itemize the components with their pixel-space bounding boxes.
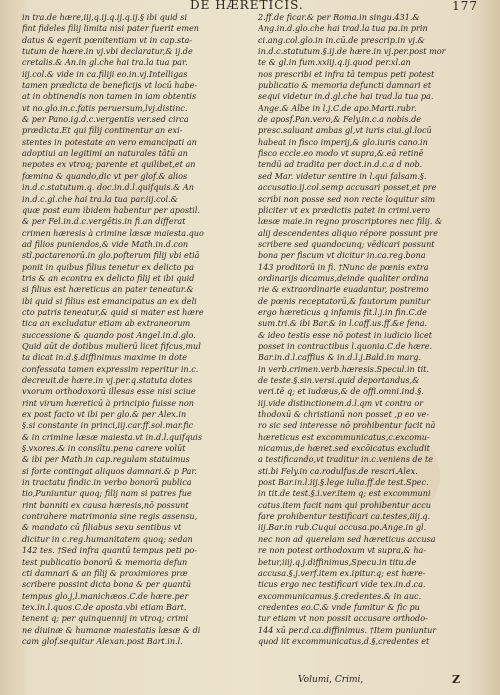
text-line: fisco eccle.eo modo vt supra,&.eā retinē (258, 148, 424, 159)
text-line: & per Fel.in.d.c.vergētis.in fi.an differat (22, 216, 186, 227)
text-line: sequi videtur in.d.gl.che hai trad.la tua pa. (258, 91, 434, 102)
text-line: cti damnari & an filij & proximiores præ (22, 567, 188, 578)
text-line: post Bar.in.l.iij.§.lege iulia.ff.de test.Spec. (258, 477, 429, 488)
left-column (22, 12, 248, 673)
text-line: tur etiam vt non possit accusare orthodo- (258, 613, 428, 624)
text-line: rie & extraordinarie euadantur, postremo (258, 284, 429, 295)
text-line: in tit.de test.§.i.ver.item q; est excommuni (258, 488, 431, 499)
text-line: habeat in fisco imperij,& glo.iuris cano.in (258, 136, 428, 147)
text-line: & in crimine læsæ maiesta.vt in.d.l.quifquis (22, 431, 202, 442)
text-line: re non potest orthodoxum vt supra,& ha- (258, 545, 427, 556)
text-line: catus.item facit nam qui prohibentur accu (258, 499, 431, 510)
text-line: stl.pactarenorū.in glo.pofterum filij vbi etiā (22, 250, 200, 261)
text-line: sed Mar. videtur sentire in l.qui falsam.§. (258, 170, 427, 181)
text-line: cam glof.sequitur Alexan.post Bart.in.l. (22, 635, 183, 646)
text-line: nec non ad querelam sed hæreticus accusa (258, 533, 436, 544)
text-line: si filius est hæreticus an pater teneatur.& (22, 284, 194, 295)
text-line: in tractatu findic.in verbo bonorū publica (22, 477, 192, 488)
text-line: §.si constante in princi,iij.car.ff.sol.mar.fic (22, 420, 194, 431)
text-line: iij.vide distinctionem.d.l.qm vt contra or (258, 397, 424, 408)
text-line: in tra.de hære,iij,q.ij.q.ij.q.ij.§ ibi quid si (22, 12, 188, 22)
text-line: Ang.in.d.glo.che hai trad.la tua pa.in prin (258, 23, 428, 34)
text-line: tendū ad tradita per doct.in.d.c.a d nob. (258, 159, 423, 170)
text-line: credentes eo.C.& vnde fumitur & fic pu (258, 601, 420, 612)
text-line: posset in contractibus l.quonia.C.de hære. (258, 340, 433, 351)
text-line: nos prescribi et infra tā tempus peti potest (258, 68, 435, 79)
text-line: in.d.c.statutum.q. doc.in.d.l.quifquis.& An (22, 182, 194, 193)
text-line: thodoxū & christianū non posset ,p eo ve- (258, 409, 430, 420)
text-line: ex post facto vt ibi per glo.& per Alex.in (22, 409, 187, 420)
text-line: adoptiui an legitimi an naturales tātū an (22, 148, 188, 159)
text-line: §.vxores.& in consiltu.pena carere volūt (22, 443, 186, 454)
text-line: & ibi per Math.in cap.regulam statuimus (22, 454, 190, 465)
text-line: ta dicat in.d.§.diffinimus maxime in dote (22, 352, 188, 363)
text-line: de aposf.Pan.vero,& Fely.in.c.a nobis.de (258, 114, 422, 125)
text-line: ticus ergo nec testificari vide tex.in.d.ca. (258, 579, 426, 590)
text-line: de pœnis receptatorū,& fautorum punitur (258, 295, 431, 306)
text-line: & ideo testis esse nō potest in iudicio licet (258, 329, 433, 340)
text-line: publicatio & memoria defuncti damnari et (258, 80, 432, 91)
text-line: Ange.& Albe in l.j.C.de apo.Marti.rubr. (258, 102, 417, 113)
text-line: tenent q; per quinquennij in vtroq; crimi (22, 613, 189, 624)
text-line: nepotes ex vtroq; parente et quilibet,et an (22, 159, 196, 170)
text-line: alij descendentes aliquo répore possunt pre (258, 227, 438, 238)
text-line: 144 xū per.d.ca.diffinimus. †Item puniuntur (258, 624, 437, 635)
text-line: in.d.c.gl.che hai tra.la tua par.iij.col.& (22, 193, 178, 204)
text-line: te & gl.in fum.xxiij.q.ij.quod per.xl.an (258, 57, 411, 68)
catchword: Volumi, Crimi, (298, 675, 364, 685)
text-line: Bar.in.d.l.caffius & in.d.l.j.Bald.in marg. (258, 352, 421, 363)
text-line: ibi quid si filius est emancipatus an ex deli (22, 295, 197, 306)
text-line: fare prohibentur testificari ca.testes,iiij.q. (258, 511, 431, 522)
text-line: successione & quando post Angel.in.d.glo. (22, 329, 196, 340)
text-line: stentes in potestate an vero emancipati an (22, 136, 197, 147)
text-line: rint virum hæreticū à principio fuisse non (22, 397, 194, 408)
text-line: excommunicamus.§.credentes.& in auc. (258, 590, 422, 601)
text-line: iij.Bar.in rub.Cuqui accusa.po.Ange.in gl. (258, 522, 427, 533)
text-line: hæreticus est excommunicatus,c.excomu- (258, 431, 430, 442)
text-line: nicamus,de hæret.sed excōicatus excludit (258, 443, 430, 454)
text-line: scribere sed quandocunq; vēdicari possunt (258, 238, 435, 249)
text-line: scribere possint dicta bona & per quantū (22, 579, 192, 590)
text-line: accusa.§.j.verf.item ex.ipitur.q; est hære- (258, 567, 426, 578)
text-line: ro sic sed interesse nō prohibentur facit nā (258, 420, 436, 431)
text-line: fœmina & quando,dic vt per glof.& alios (22, 170, 188, 181)
text-line: prædicta.Et qui filij continentur an exi- (22, 125, 183, 136)
text-line: decreuit.de hære.in vj.per.q.statuta dotes (22, 375, 193, 385)
text-line: accusatio.ij.col.semp accusari posset,et pre (258, 182, 437, 193)
text-line: ponit in quibus filius tenetur ex delicto pa (22, 261, 194, 272)
text-line: ergo hæreticus q infamis fit.l.j.in fin.C.de (258, 306, 427, 317)
text-line: ci.ang.col.glo.in in.cū.de prescrip.in vj.& (258, 34, 425, 45)
signature-mark: Z (452, 673, 461, 686)
text-line: betur,iiij.q.j.diffinimus,Specu.in titu.de (258, 556, 417, 567)
text-line: cto patris teneatur,& quid si mater est hære (22, 306, 204, 317)
text-line: & mandato cū filiabus sexu sentibus vt (22, 522, 182, 533)
text-line: 143 proditorū in fi. †Nunc de pœnis extra (258, 261, 429, 272)
text-line: tutum de hære.in vj.vbi declaratur,& ij.de (22, 46, 193, 57)
text-line: iij.col.& vide in ca.filiji eo.in.vj.Intelligas (22, 68, 188, 79)
text-line: quæ post eum ibidem habentur per apostil. (22, 204, 201, 215)
text-line: fint fideles filij limita nisi pater fuerit emen (22, 23, 200, 34)
text-line: scribi non posse sed non recte loquitur sim (258, 193, 436, 204)
text-line: de teste.§.sin.versi.quid deportandus,& (258, 375, 420, 385)
text-line: a testificando,vt traditur in.c.veniens de te (258, 454, 434, 465)
text-line: confessata tamen expressim reperitur in.c. (22, 363, 199, 374)
text-line: tempus glo.j,l.manichæos.C.de hære.per (22, 590, 189, 601)
text-line: læsæ maie.in regno proscriptores nec filij. & (258, 216, 443, 227)
text-line: vxorum orthodoxorū illesas esse nisi sciue (22, 386, 196, 397)
text-line: presc.saluant ambas gl,vt iuris ciui.gl.locū (258, 125, 432, 136)
text-columns (22, 12, 484, 673)
text-line: at in obtinendis non tamen in iam obtentis (22, 91, 197, 102)
text-line: & per Pano.ig.d.c.vergentis ver.sed circa (22, 114, 189, 125)
page-number: 177 (452, 0, 478, 13)
text-line: 2.ff.de ficar.& per Roma.in singu.431.& (258, 12, 420, 22)
text-line: si forte contingat aliquos damnari.& p Par. (22, 465, 197, 476)
text-line: tio,Puniuntur quoq; filij nam si patres fue (22, 488, 192, 499)
text-line: quod iit excommunicatus,d.§,credentes et (258, 635, 430, 646)
text-line: test publicatio bonorū & memoria defun (22, 556, 188, 567)
text-line: tex.in.l.quos.C.de aposta.vbi etiam Bart. (22, 601, 187, 612)
text-line: ordinarijs dicamus,deinde qualiter ordina (258, 272, 429, 283)
text-line: pliciter vt ex prædictis patet in crimi.vero (258, 204, 430, 215)
text-line: sti.bi Fely.in ca.rodulfus.de rescri.Alex. (258, 465, 418, 476)
page-footer (0, 675, 500, 687)
text-line: ad filios puniendos,& vide Math.in.d.con (22, 238, 189, 249)
text-line: rint banniti ex causa hæresis,nō possunt (22, 499, 189, 510)
running-title: DE HÆRETICIS. (190, 0, 304, 12)
text-line: in.d.c.statutum.§.ij.de hære.in vj.per.post mor (258, 46, 446, 57)
text-line: veri.tē q; et iudæus,& de offi.omni.ind.§. (258, 386, 424, 397)
right-column (258, 12, 484, 673)
text-line: tica an excludatur etiam ab extraneorum (22, 318, 191, 329)
text-line: contrahere matrimonia sine regis assensu, (22, 511, 198, 522)
text-line: in verb.crimen.verb.hæresis.Specul.in tit. (258, 363, 429, 374)
text-line: datus & egerit pœnitentiam vt in cap.sta- (22, 34, 193, 45)
text-line: tamen prædicta de beneficijs vt locū habe- (22, 80, 198, 91)
text-line: vt no.glo.in.c.fatis peruersum,lvj.distinc. (22, 102, 188, 113)
text-line: bona per fiscum vt dicitur in.ca.reg.bona (258, 250, 426, 261)
text-line: 142 tes. †Sed infra quantū tempus peti po- (22, 545, 198, 556)
text-line: sum.tri.& ibi Bar.& in l.caff.us.ff.&e fena. (258, 318, 428, 329)
text-line: crimen hæresis à crimine læsæ maiesta.quo (22, 227, 204, 238)
text-line: cretalis.& An.in gl.che hai tra.la tua par. (22, 57, 188, 68)
text-line: tris & an econtra ex delicto filij et ibi quid (22, 272, 195, 283)
text-line: dicitur in c.reg.humanitatem quoq; sedan (22, 533, 193, 544)
text-line: ne diuinæ & humanæ maiestatis læsæ & di (22, 624, 201, 635)
text-line: Quid aūt de dotibus mulierū licet fifcus,mul (22, 340, 201, 351)
